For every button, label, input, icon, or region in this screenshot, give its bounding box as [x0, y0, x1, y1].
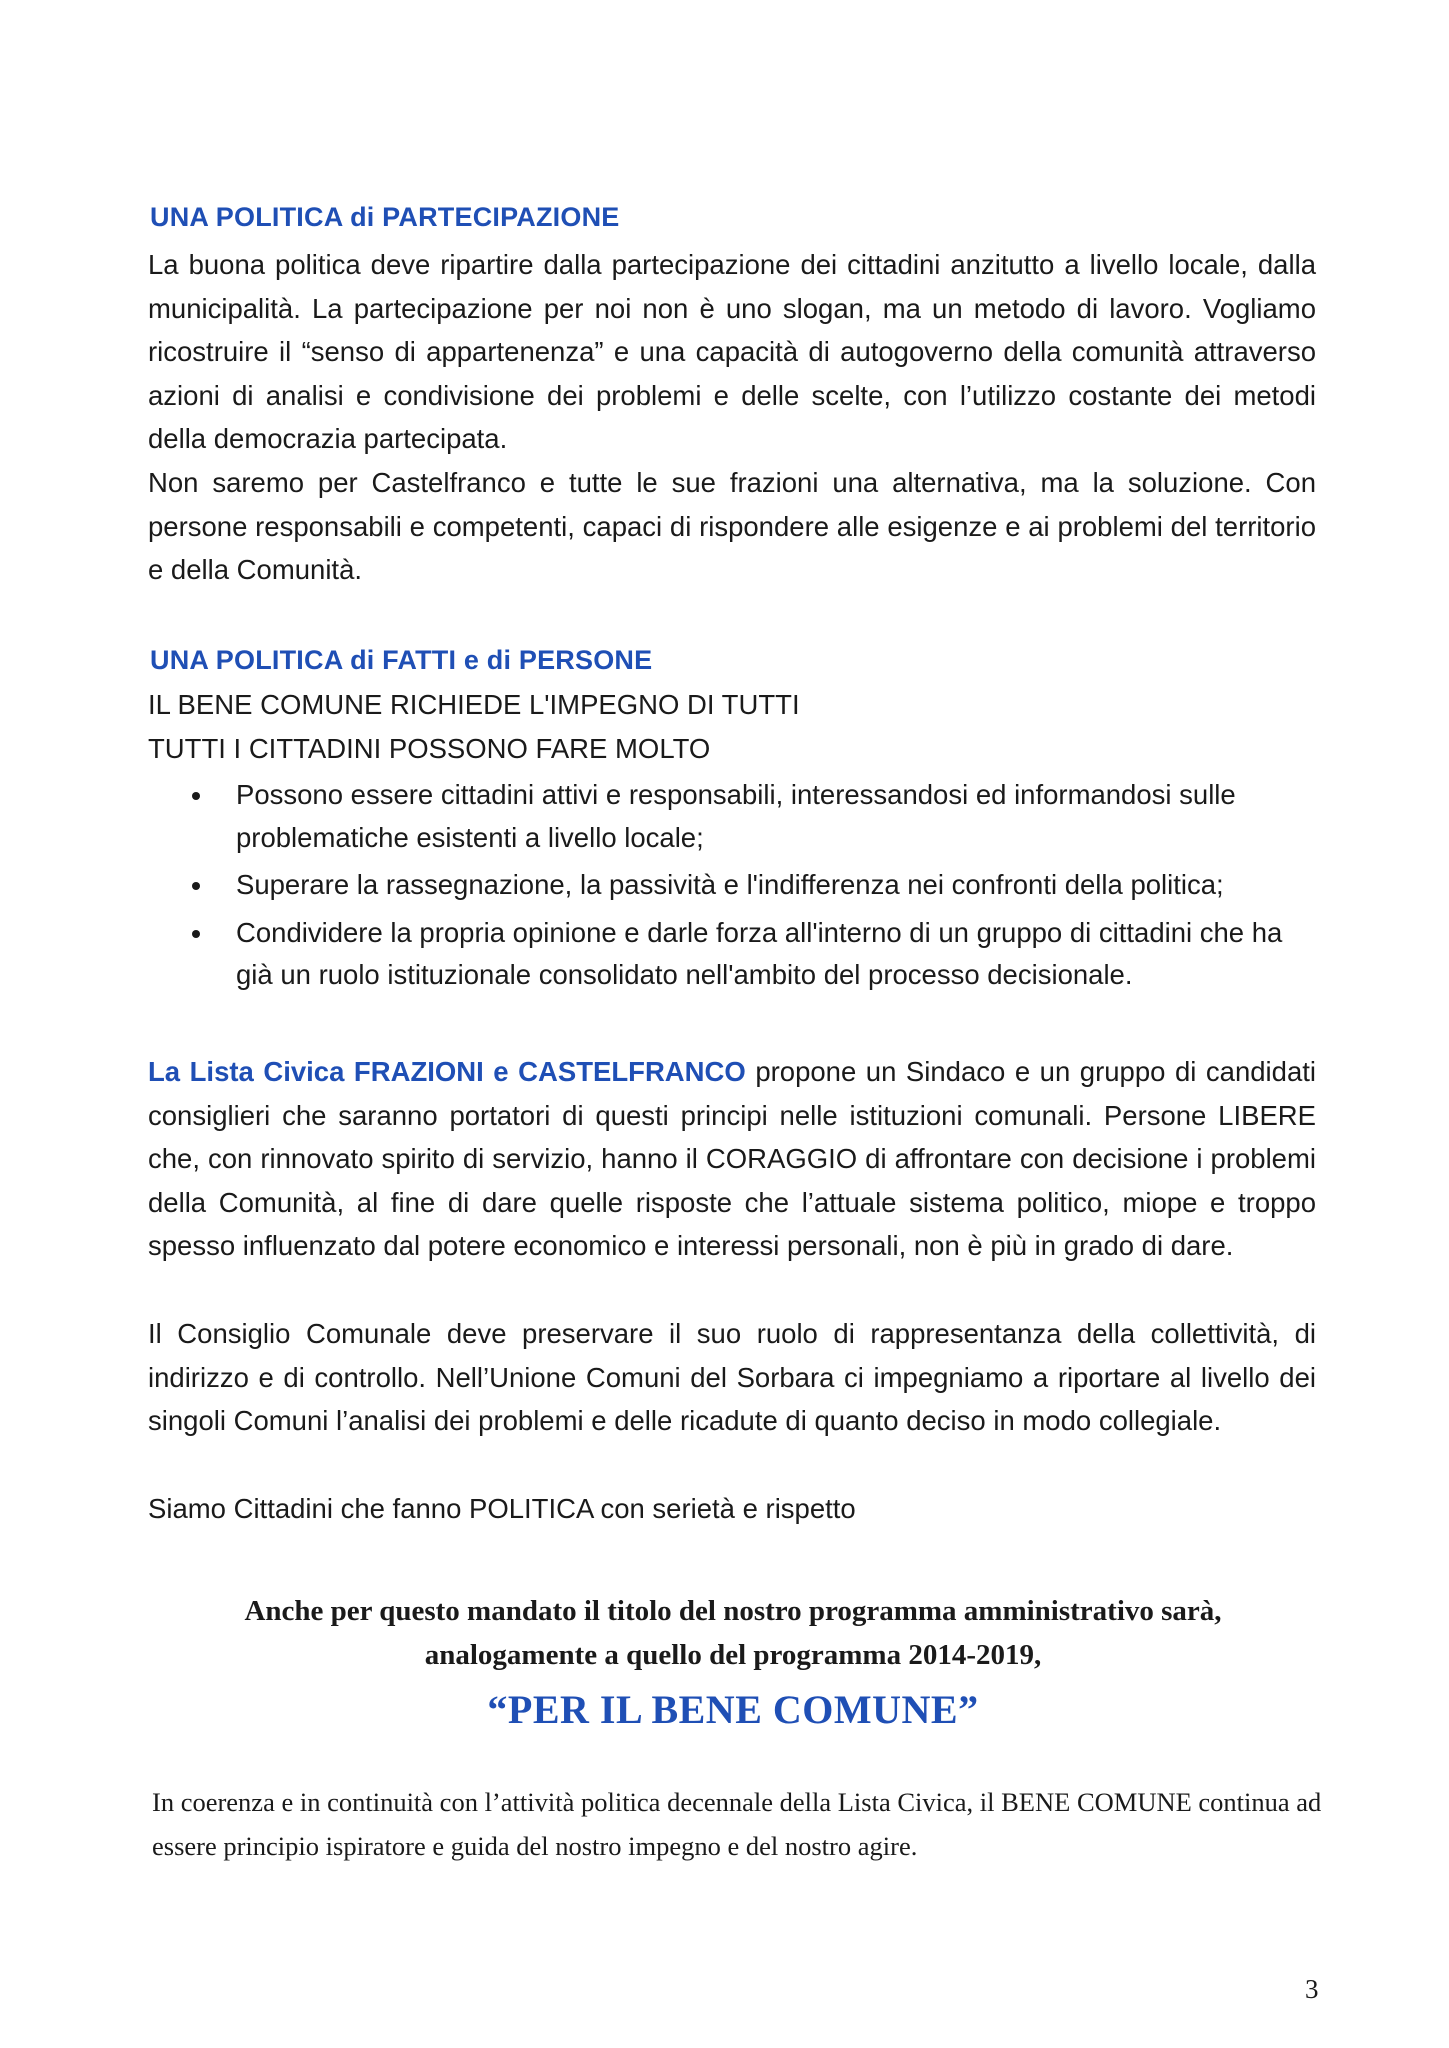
paragraph-consiglio-comunale: Il Consiglio Comunale deve preservare il suo ruolo di rappresentanza della collettività, di indirizzo e di controllo. Nell’Unione Comuni del Sorbara ci impegniamo a riportare al livello dei singoli Comuni l’analisi dei problemi e delle ricadute di quanto deciso in modo collegiale. [148, 1318, 1316, 1437]
bullet-icon [192, 882, 200, 890]
line-cittadini-possono: TUTTI I CITTADINI POSSONO FARE MOLTO [148, 733, 711, 764]
section-heading-partecipazione: UNA POLITICA di PARTECIPAZIONE [150, 202, 620, 232]
closing-intro-line2: analogamente a quello del programma 2014-2019, [424, 1639, 1042, 1671]
list-item [148, 912, 1324, 997]
list-item [148, 864, 1324, 907]
list-item [148, 774, 1324, 859]
closing-intro-line1: Anche per questo mandato il titolo del nostro programma amministrativo sarà, [244, 1595, 1222, 1627]
paragraph-partecipazione: La buona politica deve ripartire dalla partecipazione dei cittadini anzitutto a livello locale, dalla municipalità. La partecipazione per noi non è uno slogan, ma un metodo di lavoro. Vogliamo ricostruire il “senso di appartenenza” e una capacità di autogoverno della comunità attraverso azioni di analisi e condivisione dei problemi e delle scelte, con l’utilizzo costante dei metodi della democrazia partecipata. [148, 249, 1316, 455]
line-bene-comune-impegno: IL BENE COMUNE RICHIEDE L'IMPEGNO DI TUTTI [148, 689, 800, 720]
bullet-text: Superare la rassegnazione, la passività e l'indifferenza nei confronti della politica; [236, 869, 1224, 900]
paragraph-lista-civica [148, 1050, 1316, 1268]
bullet-icon [192, 930, 200, 938]
paragraph-lista-civica-text: propone un Sindaco e un gruppo di candidati consiglieri che saranno portatori di questi principi nelle istituzioni comunali. Persone LIBERE che, con rinnovato spirito di servizio, hanno il CORAGGIO di affrontare con decisione i problemi della Comunità, al fine di dare quelle risposte che l’attuale sistema politico, miope e troppo spesso influenzato dal potere economico e interessi personali, non è più in grado di dare. [148, 1056, 1316, 1262]
page-number: 3 [1305, 1974, 1319, 2004]
program-title: “PER IL BENE COMUNE” [487, 1687, 979, 1732]
closing-paragraph: In coerenza e in continuità con l’attività politica decennale della Lista Civica, il BENE COMUNE continua ad essere principio ispiratore e guida del nostro impegno e del nostro agire. [152, 1787, 1322, 1861]
bullet-text: Condividere la propria opinione e darle forza all'interno di un gruppo di cittadini che ha già un ruolo istituzionale consolidato nell'ambito del processo decisionale. [236, 916, 1283, 990]
line-cittadini-politica: Siamo Cittadini che fanno POLITICA con serietà e rispetto [148, 1493, 856, 1524]
section-heading-fatti-persone: UNA POLITICA di FATTI e di PERSONE [150, 645, 653, 675]
bullet-icon [192, 792, 200, 800]
bullet-list [148, 774, 1324, 1002]
paragraph-soluzione: Non saremo per Castelfranco e tutte le sue frazioni una alternativa, ma la soluzione. Con persone responsabili e competenti, capaci di rispondere alle esigenze e ai problemi del territorio e della Comunità. [148, 467, 1316, 586]
bullet-text: Possono essere cittadini attivi e responsabili, interessandosi ed informandosi sulle problematiche esistenti a livello locale; [236, 779, 1236, 853]
lista-civica-name: La Lista Civica FRAZIONI e CASTELFRANCO [148, 1056, 746, 1087]
